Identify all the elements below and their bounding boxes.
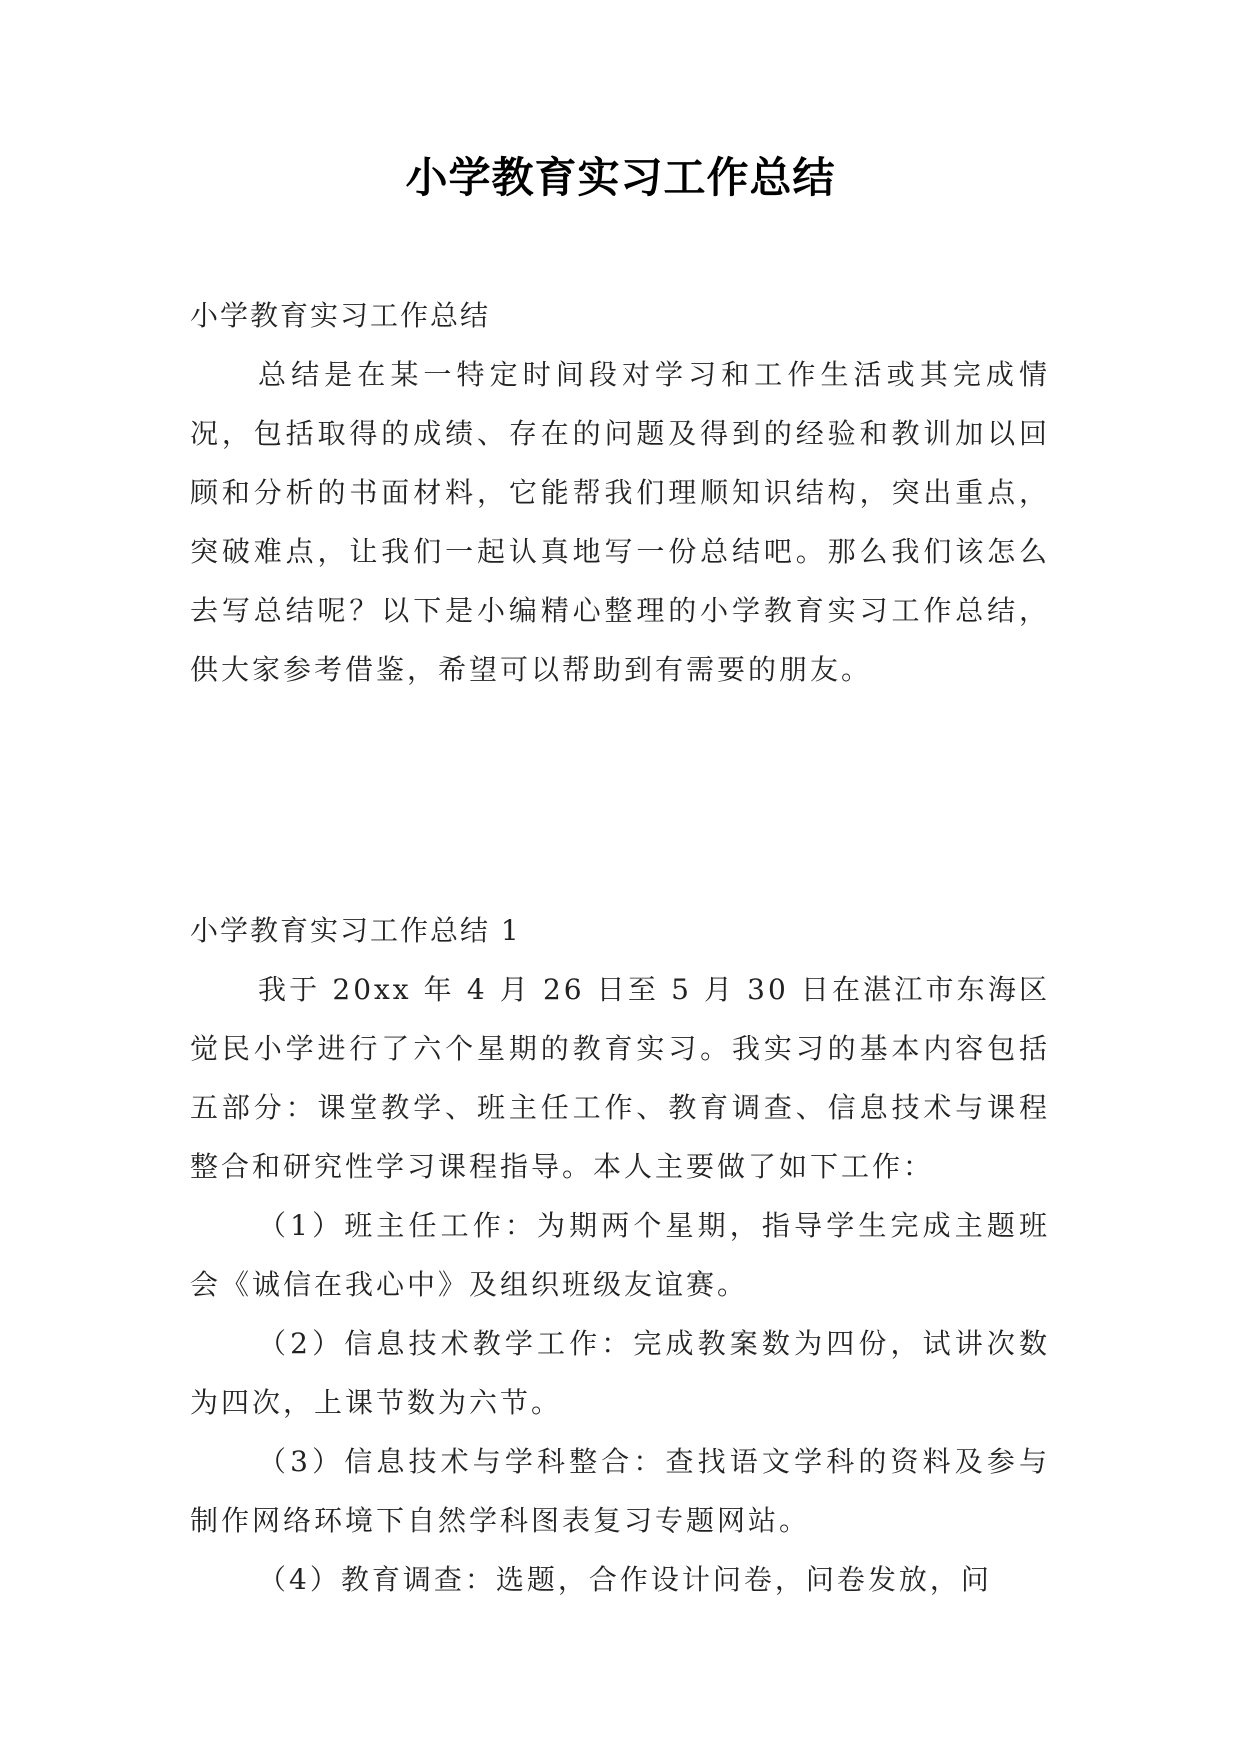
document-body	[190, 286, 1050, 1609]
document-title: 小学教育实习工作总结	[405, 153, 836, 202]
section-gap	[190, 699, 1050, 901]
intro-paragraph: 总结是在某一特定时间段对学习和工作生活或其完成情况，包括取得的成绩、存在的问题及得到的经验和教训加以回顾和分析的书面材料，它能帮我们理顺知识结构，突出重点，突破难点，让我们一起认真地写一份总结吧。那么我们该怎么去写总结呢？以下是小编精心整理的小学教育实习工作总结，供大家参考借鉴，希望可以帮助到有需要的朋友。	[190, 358, 1050, 686]
section1-paragraph: （3）信息技术与学科整合：查找语文学科的资料及参与制作网络环境下自然学科图表复习专题网站。	[190, 1445, 1050, 1537]
section1-heading: 小学教育实习工作总结 1	[190, 914, 521, 947]
intro-heading: 小学教育实习工作总结	[190, 299, 491, 332]
section1-paragraph: （2）信息技术教学工作：完成教案数为四份，试讲次数为四次，上课节数为六节。	[190, 1327, 1050, 1419]
section1-paragraph: （4）教育调查：选题，合作设计问卷，问卷发放，问	[258, 1563, 992, 1596]
section1-paragraph: 我于 20xx 年 4 月 26 日至 5 月 30 日在湛江市东海区觉民小学进行了六个星期的教育实习。我实习的基本内容包括五部分：课堂教学、班主任工作、教育调查、信息技术与课程整合和研究性学习课程指导。本人主要做了如下工作：	[190, 973, 1050, 1183]
section1-paragraph: （1）班主任工作：为期两个星期，指导学生完成主题班会《诚信在我心中》及组织班级友谊赛。	[190, 1209, 1050, 1301]
